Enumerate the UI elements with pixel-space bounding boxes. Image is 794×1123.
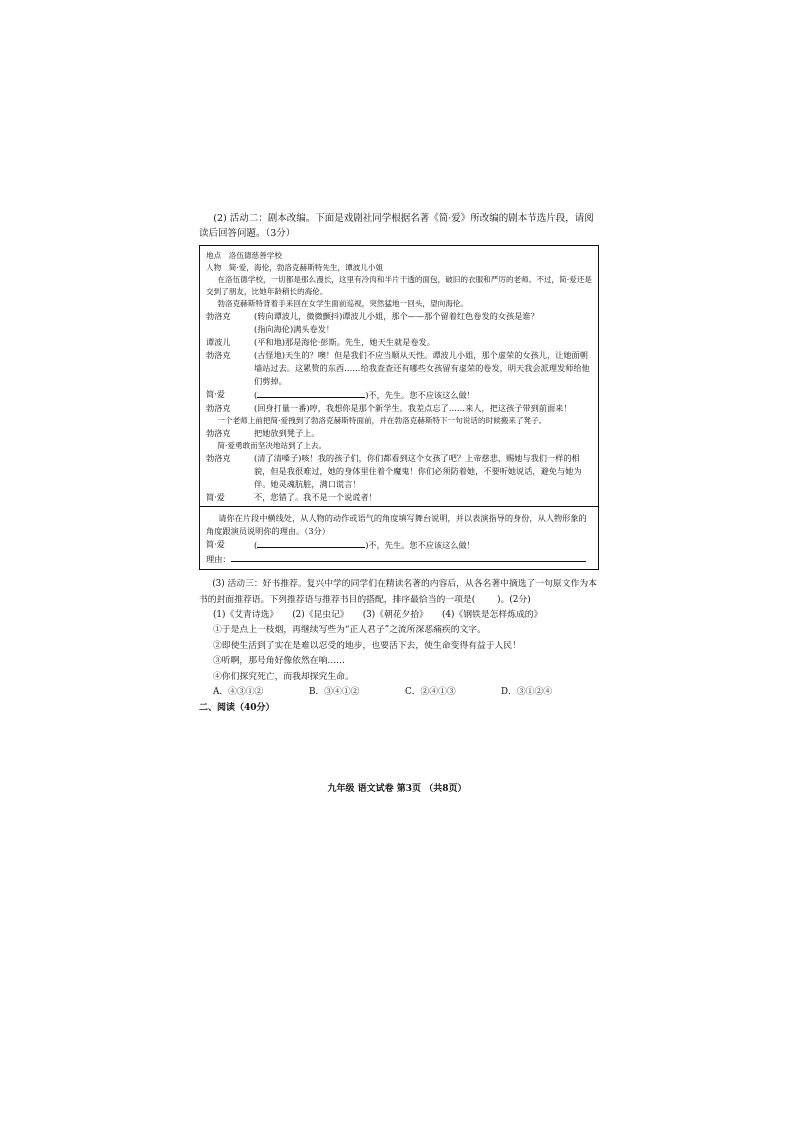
book-list [199,608,599,623]
question-2-intro: (2) 活动二：剧本改编。下面是戏剧社同学根据名著《简·爱》所改编的剧本节选片段，请阅读后回答问题。（3分） [199,213,594,239]
choice-a[interactable]: A．④③①② [213,686,264,697]
speech-rest: )不，先生。您不应该这么做！ [365,539,475,550]
speaker-name: 勃洛克 [206,452,231,463]
paren-open: ( [254,539,258,550]
task-instructions: 请你在片段中横线处，从人物的动作或语气的角度填写舞台说明，并以表演指导的身份，从人物形象的角度跟演员说明你的理由。（3分） [206,512,587,536]
book-item: (3)《朝花夕拾》 [362,610,428,620]
quote-item: ④你们探究死亡，而我却探究生命。 [213,671,354,682]
choice-c[interactable]: C．②④①③ [405,686,456,697]
speaker-name: 简·爱 [206,389,225,400]
section-heading: 二、阅读（40分） [199,703,275,714]
answer-line [206,538,593,552]
choice-b[interactable]: B．③④①② [309,686,360,697]
stage-direction: 简·爱勇敢而坚决地站到了上去。 [217,440,327,450]
speech-text: (指向海伦)满头卷发！ [254,324,335,335]
speaker-name: 简·爱 [206,538,225,549]
stage-direction: 勃洛克赫斯特背着手来回在女学生面前巡视，突然猛地一回头，望向海伦。 [217,299,468,309]
quote-item: ③听啊，那号角好像依然在响…… [213,656,345,667]
answer-blank[interactable] [257,538,365,548]
speech-text: (转向谭波儿，微微颤抖)谭波儿小姐，那个——那个留着红色卷发的女孩是谁？ [254,311,539,322]
stage-direction: 一个老师上前把简·爱拽到了勃洛克赫斯特面前，并在勃洛克赫斯特下一句说话的时候搬来了凳子。 [217,415,547,425]
question-3-intro [199,577,599,608]
fill-in-blank[interactable] [257,388,365,398]
book-item: (2)《昆虫记》 [292,610,349,620]
speech-text: (回身打量一番)哼，我想你是那个新学生。我差点忘了……来人，把这孩子带到前面来！ [254,403,572,414]
speech-text: (平和地)那是海伦·彭斯。先生，她天生就是卷发。 [254,337,435,348]
quote-item: ②即使生活到了实在是难以忍受的地步，也要活下去，使生命变得有益于人民！ [213,640,521,651]
speech-text: 把她放到凳子上。 [254,427,320,438]
question-3 [199,577,599,700]
speaker-name: 谭波儿 [206,337,231,348]
dialogue-line [206,427,593,440]
speaker-name: 简·爱 [206,491,225,502]
reason-row [206,552,593,566]
dialogue-line [206,310,593,323]
task-box [199,507,599,571]
book-item: (1)《艾青诗选》 [213,610,279,620]
exam-page [199,212,599,716]
dialogue-line-blank [206,388,593,402]
speech-text [254,388,593,402]
speech-text [254,538,593,552]
choice-d[interactable]: D．③①②④ [501,686,553,697]
dialogue-line [206,452,593,491]
stage-direction: 在洛伍德学校，一切都是那么漫长，这里有冷肉和半片干透的面包，破旧的衣服和严厉的老师。不过，简·爱还是交到了朋友，比她年龄稍长的海伦。 [206,275,592,297]
page-footer: 九年级 语文试卷 第3页 （共8页） [327,784,467,794]
speech-rest: )不，先生。您不应该这么做！ [365,390,475,401]
speaker-name: 勃洛克 [206,403,231,414]
dialogue-line [206,349,593,388]
dialogue-line [206,402,593,415]
quote-item: ①于是点上一枝烟，再继续写些为“正人君子”之流所深恶痛疾的文字。 [213,625,486,636]
speech-text: 不，您错了。我不是一个说谎者！ [254,491,377,502]
script-characters: 人物 简·爱，海伦，勃洛克赫斯特先生，谭波儿小姐 [206,263,384,273]
dialogue-line [206,491,593,504]
question-3-text: (3) 活动三：好书推荐。复兴中学的同学们在精读名著的内容后，从各名著中摘选了一句原文作为本书的封面推荐语。下列推荐语与推荐书目的搭配，排序最恰当的一项是( [199,579,597,605]
answer-choices [199,685,599,700]
reason-label: 理由： [206,554,231,565]
speech-text: (清了清嗓子)咳！我的孩子们，你们都看到这个女孩了吧？上帝慈悲，赐她与我们一样的相貌，但是我很难过，她的身体里住着个魔鬼！你们必须防着她，不要听她说话，避免与她为伴。她灵魂肮脏，满口谎言！ [254,452,582,489]
speech-text: (古怪地)天生的？噢！但是我们不应当顺从天性。谭波儿小姐，那个虚荣的女孩儿，让她面朝墙站过去。这累赘的东西……给我查查还有哪些女孩留有虚荣的卷发，明天我会派理发师给他们剪掉。 [254,350,590,387]
book-item: (4)《钢铁是怎样炼成的》 [441,610,543,620]
speaker-name [206,323,254,336]
dialogue-line [206,323,593,336]
paren-open: ( [254,390,258,401]
speaker-name: 勃洛克 [206,350,231,361]
speaker-name: 勃洛克 [206,427,231,438]
dialogue-line [206,336,593,349]
reason-blank[interactable] [231,552,586,562]
question-3-points: )。(2分) [497,594,531,605]
script-place: 地点 洛伍德慈善学校 [206,251,282,261]
script-excerpt-box [199,245,599,506]
speaker-name: 勃洛克 [206,311,231,322]
